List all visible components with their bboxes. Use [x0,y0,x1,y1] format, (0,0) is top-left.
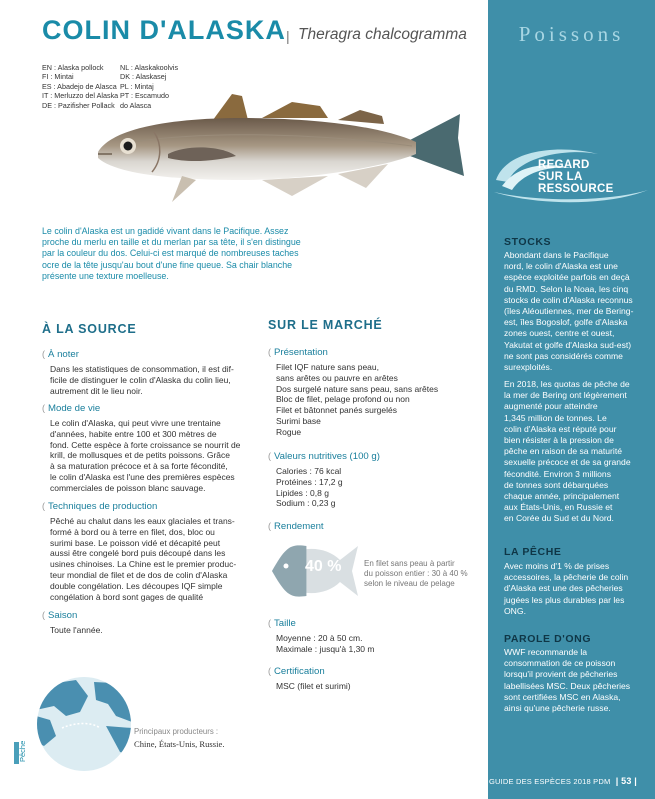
saison-heading: ( Saison [42,610,78,621]
text-line: surimi base. Le poisson vidé et décapité peut [50,537,221,548]
text-line: commerciales de poisson blanc sauvage. [50,482,206,493]
sidebar-line: espèce exploitée parfois en deçà [504,272,630,283]
peche-title: LA PÊCHE [504,546,562,558]
regard-ressource-logo-text [538,159,655,195]
mode-vie-label: Mode de vie [48,403,101,414]
page-title: COLIN D'ALASKA [42,15,286,45]
latin-name: Theragra chalcogramma [298,26,467,43]
presentation-heading: ( Présentation [268,347,328,358]
producers-map-icon [36,676,132,772]
sidebar-line: lorsqu'il provient de pêcheries [504,669,618,680]
intro-line: ocre de la tête jusqu'au bout d'une fine queue. Sa chair blanche [42,259,293,270]
logo-line-2: SUR LA RESSOURCE [538,171,614,195]
text-line: usines chinoises. La Chine est le premier produc- [50,559,237,570]
text-line: Calories : 76 kcal [276,466,342,476]
text-line: à sa maturation précoce et à sa forte fécondité, [50,461,228,472]
sidebar-line: du RMD. Selon la Noaa, les cinq [504,283,629,294]
sidebar-line: en Corée du Sud et du Nord. [504,513,614,524]
sidebar-line: chaque année, principalement [504,491,620,502]
sidebar-line: consommation de ce poisson [504,658,616,669]
sidebar-line: augmenté pour atteindre [504,401,598,412]
sidebar-line: ONG. [504,605,526,616]
fish-illustration [92,81,466,214]
title-separator: | [286,28,290,44]
text-line: fond. Cette espèce à forte croissance se nourrit de [50,439,241,450]
text-line: En filet sans peau à partir [364,559,455,568]
sidebar-line: sont certifiées MSC en Alaska, [504,691,621,702]
taille-text [276,633,374,655]
text-line: Pêché au chalut dans les eaux glaciales et trans- [50,516,235,526]
sidebar-line: colin d'Alaska est réputé pour [504,423,617,434]
text-line: MSC (filet et surimi) [276,681,351,691]
techniques-heading: ( Techniques de production [42,501,158,512]
sidebar-line: aux États-Unis, en Russie et [504,502,613,513]
saison-text [50,625,103,636]
a-noter-heading: ( À noter [42,349,79,360]
sidebar-line: jugées les plus durables par les [504,594,625,605]
sidebar-line: est, îles Bogoslof, golfe d'Alaska [504,317,628,328]
nutrition-text [276,466,343,509]
sidebar-line: Yakutat et golfe d'Alaska sud-est) [504,339,632,350]
producers-block [134,726,224,750]
text-line: congélation à bord sont gages de qualité [50,591,204,602]
sidebar-line: labellisées MSC. Deux pêcheries [504,680,631,691]
name-translation: do Alasca [120,100,152,110]
text-line: Sodium : 0,23 g [276,498,336,509]
sidebar-line: WWF recommande la [504,647,588,657]
page-number-value: 53 [621,776,632,786]
sidebar-line: sexuelle précoce et de sa grande [504,457,631,468]
name-translation: EN : Alaska pollock [42,63,104,72]
peche-text [504,561,644,617]
intro-line: proche du merlu en taille et du merlan par sa tête, il s'en distingue [42,237,301,248]
text-line: Dans les statistiques de consommation, il est dif- [50,364,234,374]
sidebar-line: ne sont pas considérés comme [504,350,623,361]
name-translation: NL : Alaskakoolvis [120,63,179,72]
text-line: autrement dit le lieu noir. [50,385,143,396]
page-number: | 53 | [615,776,637,786]
mode-vie-heading: ( Mode de vie [42,403,101,414]
name-translation: DK : Alaskasej [120,72,167,82]
producers-label: Principaux producteurs : [134,727,219,736]
page-footer [489,776,637,786]
sidebar-line: zones ouest, centre et ouest, [504,328,615,339]
presentation-label: Présentation [274,347,328,358]
side-label: Pêche [18,740,27,762]
text-line: double congélation. Les découpes IQF simple [50,580,223,591]
text-line: le colin d'Alaska est l'une des premières espèces [50,471,235,482]
text-line: Lipides : 0,8 g [276,487,329,498]
sidebar-line: de tonnes sont débarquées [504,479,609,490]
name-translation: DE : Pazifisher Pollack [42,100,115,110]
name-translation: IT : Merluzzo del Alaska [42,91,119,101]
category-label: Poissons [518,22,625,46]
rendement-heading: ( Rendement [268,521,324,532]
mode-vie-text [50,418,240,494]
text-line: aussi être congelé bord puis découpé dans les [50,548,226,559]
sidebar-line: bien résister à la pression de [504,435,614,446]
text-line: teur mondial de filet et de dos de colin d'Alaska [50,569,228,580]
a-noter-text [50,364,234,396]
ong-text [504,647,644,714]
text-line: Filet IQF nature sans peau, [276,362,379,372]
market-title: SUR LE MARCHÉ [268,318,383,332]
text-line: d'années, habite entre 100 et 300 mètres de [50,428,217,439]
intro-text [42,226,326,282]
sidebar-line: En 2018, les quotas de pêche de [504,379,630,389]
name-translation: PL : Mintaj [120,81,154,91]
text-line: krill, de mollusques et de petits poissons. Grâce [50,450,231,461]
intro-line: présente une texture moelleuse. [42,270,169,281]
text-line: Le colin d'Alaska, qui peut vivre une trentaine [50,418,221,428]
sidebar-line: ainsi qu'une pêcherie russe. [504,703,611,714]
text-line: Toute l'année. [50,625,103,635]
stocks-paragraph-1 [504,250,644,373]
saison-label: Saison [48,610,78,621]
presentation-text [276,362,438,438]
logo-line-1: REGARD [538,159,590,171]
sidebar-line: fécondité. Environ 3 millions [504,468,611,479]
rendement-note [364,559,474,589]
sidebar-line: stocks de colin d'Alaska reconnus [504,294,633,305]
taille-heading: ( Taille [268,618,296,629]
ong-title: PAROLE D'ONG [504,633,592,645]
sidebar-line: (îles Aléoutiennes, mer de Bering- [504,306,634,317]
yield-percent: 40 % [305,558,342,575]
name-translation: FI : Mintai [42,72,74,82]
sidebar-line: pêche en raison de sa maturité [504,446,622,457]
sidebar-line: surexploités. [504,362,553,373]
sidebar-line: accessoires, la pêcherie de colin [504,572,629,583]
text-line: Surimi base [276,415,321,426]
sidebar-panel [488,0,655,799]
sidebar-line: d'Alaska est une des pêcheries [504,583,623,594]
nutrition-label: Valeurs nutritives (100 g) [274,451,380,462]
producers-value: Chine, États-Unis, Russie. [134,739,225,749]
name-translation: ES : Abadejo de Alasca [42,81,117,91]
text-line: Moyenne : 20 à 50 cm. [276,633,363,643]
intro-line: par la couleur du dos. Celui-ci est marqué de nombreuses taches [42,248,299,259]
a-noter-label: À noter [48,349,79,360]
text-line: Filet et bâtonnet panés surgelés [276,405,397,416]
stocks-title: STOCKS [504,236,552,248]
taille-label: Taille [274,618,296,629]
sidebar-line: la mer de Bering ont légèrement [504,390,627,401]
stocks-paragraph-2 [504,379,644,525]
techniques-text [50,516,236,602]
text-line: Maximale : jusqu'à 1,30 m [276,643,375,654]
source-title: À LA SOURCE [42,322,137,336]
text-line: selon le niveau de pelage [364,579,455,588]
sidebar-line: nord, le colin d'Alaska est une [504,261,618,272]
certification-label: Certification [274,666,325,677]
text-line: ficile de distinguer le colin d'Alaska du colin lieu, [50,374,231,385]
techniques-label: Techniques de production [48,501,158,512]
name-translation: PT : Escamudo [120,91,170,101]
guide-label: GUIDE DES ESPÈCES 2018 PDM [488,777,611,786]
text-line: sans arêtes ou pauvre en arêtes [276,372,398,383]
certification-heading: ( Certification [268,666,325,677]
sidebar-line: Abondant dans le Pacifique [504,250,609,260]
text-line: formé à bord ou à terre en filet, dos, bloc ou [50,526,215,537]
nutrition-heading: ( Valeurs nutritives (100 g) [268,451,380,462]
intro-line: Le colin d'Alaska est un gadidé vivant dans le Pacifique. Assez [42,226,289,236]
certification-text [276,681,351,692]
rendement-label: Rendement [274,521,324,532]
text-line: Bloc de filet, pelage profond ou non [276,394,410,405]
sidebar-line: Avec moins d'1 % de prises [504,561,610,571]
sidebar-line: 1,345 million de tonnes. Le [504,412,607,423]
text-line: du poisson entier : 30 à 40 % [364,569,468,578]
text-line: Protéines : 17,2 g [276,476,343,487]
text-line: Dos surgelé nature sans peau, sans arêtes [276,383,439,394]
text-line: Rogue [276,426,302,437]
